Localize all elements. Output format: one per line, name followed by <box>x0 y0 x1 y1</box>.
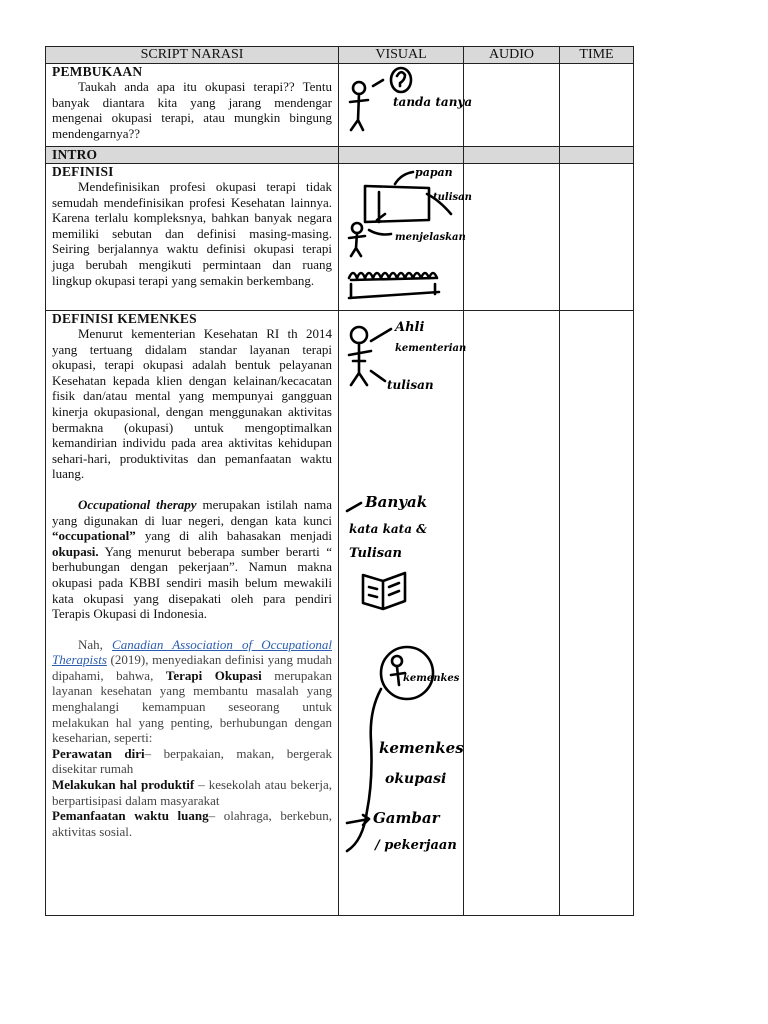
text-span: (2019), menyediakan definisi yang mudah dipahami, bahwa, <box>52 652 332 683</box>
list-item-text: – olahraga, berkebun, aktivitas sosial. <box>52 808 332 839</box>
sketch-note-okupasi: okupasi <box>385 771 447 787</box>
narration-paragraph-3 <box>52 637 332 746</box>
definisi-sketch <box>339 164 472 309</box>
open-book-icon <box>363 573 405 609</box>
section-title: PEMBUKAAN <box>52 64 143 79</box>
keyword-occupational: “occupational” <box>52 528 136 544</box>
kemenkes-sketch <box>339 311 467 871</box>
narration-paragraph-1: Menurut kementerian Kesehatan RI th 2014 yang tertuang didalam standar layanan terapi okupasi, terapi okupasi adalah bentuk pelayanan Kesehatan kepada klien dengan kelainan/kecacatan fisik dan/atau mental yang mempunyai gangguan kinerja okupasional, dengan menggunakan aktivitas bermakna (okupasi) untuk mengoptimalkan kemandirian individu pada area aktivitas kehidupan sehari-hari, produktivitas dan pemanfaatan waktu luang. <box>52 326 332 482</box>
header-time: TIME <box>560 47 634 64</box>
intro-label-cell <box>46 147 339 164</box>
intro-time-cell <box>560 147 634 164</box>
stick-figure-icon <box>349 223 365 256</box>
sketch-note-gambar: Gambar <box>373 809 440 827</box>
stick-figure-icon <box>350 82 368 130</box>
list-item-perawatan <box>52 746 332 777</box>
text-span: merupakan layanan kesehatan yang membantu masalah yang menghalangi kemampuan seseorang untuk melakukan hal yang penting, berhubungan dengan keseharian, seperti: <box>52 667 332 746</box>
narration-text: Mendefinisikan profesi okupasi terapi tidak semudah mendefinisikan profesi Kesehatan lainnya. Karena terlalu kompleksnya, bahkan banyak negara memiliki sebutan dan definisi masing-masing. Seiring berjalannya waktu definisi okupasi terapi juga berubah mengikuti permintaan dan ruang lingkup okupasi terapi yang semakin berkembang. <box>52 179 332 288</box>
caot-link[interactable]: Canadian Association of Occupational Therapists <box>52 636 332 668</box>
sketch-note-pekerjaan: / pekerjaan <box>375 838 457 853</box>
arrow-icon <box>347 503 361 511</box>
section-title: DEFINISI KEMENKES <box>52 311 197 326</box>
arrow-icon <box>369 230 391 235</box>
list-item-label: Melakukan hal produktif <box>52 777 195 793</box>
narration-paragraph-2 <box>52 497 332 622</box>
header-row <box>46 47 634 64</box>
whiteboard-icon <box>365 186 429 222</box>
audio-cell-pembukaan <box>464 64 560 147</box>
occupational-therapy-term: Occupational therapy <box>78 496 197 512</box>
sketch-note-tulisan: tulisan <box>387 378 434 392</box>
script-cell-kemenkes <box>46 311 339 916</box>
list-item-label: Perawatan diri <box>52 745 145 761</box>
list-item-waktu-luang <box>52 808 332 839</box>
sketch-note-tulisan: tulisan <box>433 192 472 203</box>
keyword-okupasi: okupasi. <box>52 543 99 559</box>
header-audio: AUDIO <box>464 47 560 64</box>
sketch-note-kementerian: kementerian <box>395 343 467 354</box>
question-mark-bubble-icon <box>373 68 411 92</box>
intro-visual-cell <box>339 147 464 164</box>
sketch-note-tanda-tanya: tanda tanya <box>393 95 473 109</box>
keyword-terapi-okupasi: Terapi Okupasi <box>165 667 262 683</box>
pembukaan-sketch <box>339 64 473 144</box>
script-cell-pembukaan <box>46 64 339 147</box>
list-item-label: Pemanfaatan waktu luang <box>52 808 209 824</box>
sketch-note-menjelaskan: menjelaskan <box>395 232 466 243</box>
row-intro <box>46 147 634 164</box>
row-pembukaan <box>46 64 634 147</box>
list-item-produktif <box>52 777 332 808</box>
visual-cell-pembukaan <box>339 64 473 147</box>
time-cell-kemenkes <box>560 311 634 916</box>
list-item-text: – kesekolah atau bekerja, berpartisipasi dalam masyarakat <box>52 777 332 808</box>
script-cell-definisi <box>46 164 339 311</box>
arrow-icon <box>347 815 369 825</box>
section-title-intro: INTRO <box>52 147 98 162</box>
expert-figure-icon <box>349 327 371 385</box>
visual-cell-definisi <box>339 164 472 311</box>
section-title: DEFINISI <box>52 164 114 179</box>
sketch-note-ahli: Ahli <box>395 320 425 335</box>
sketch-note-kemenkes: kemenkes <box>403 673 460 684</box>
row-definisi <box>46 164 634 311</box>
sketch-note-papan: papan <box>415 166 453 179</box>
time-cell-pembukaan <box>560 64 634 147</box>
audio-cell-definisi <box>464 164 560 311</box>
crowd-icon <box>349 273 439 298</box>
storyboard-table <box>45 46 634 916</box>
text-span: yang di alih bahasakan menjadi <box>135 528 332 544</box>
sketch-note-kemenkes-2: kemenkes <box>379 739 464 757</box>
row-kemenkes <box>46 311 634 916</box>
arrow-icon <box>395 172 413 184</box>
arrow-icon <box>371 371 385 381</box>
text-span: merupakan istilah nama yang digunakan di luar negeri, dengan kata kunci <box>52 496 332 528</box>
text-span: Yang menurut beberapa sumber berarti “ berhubungan dengan pekerjaan”. Namun makna okupasi pada KBBI sendiri masih belum mewakili kata okupasi yang disepakati oleh para pendiri Terapis Okupasi di Indonesia. <box>52 543 332 622</box>
arrow-icon <box>371 329 391 341</box>
header-visual: VISUAL <box>339 47 464 64</box>
sketch-note-kata-kata: kata kata & <box>349 522 428 536</box>
audio-cell-kemenkes <box>464 311 560 916</box>
text-span: Nah, <box>78 636 113 652</box>
sketch-note-banyak: Banyak <box>365 493 428 511</box>
narration-text: Taukah anda apa itu okupasi terapi?? Tentu banyak diantara kita yang jarang mendengar mengenai okupasi terapi, atau mungkin bingung mendengarnya?? <box>52 79 332 141</box>
sketch-note-tulisan-2: Tulisan <box>349 546 403 561</box>
visual-cell-kemenkes <box>339 311 467 916</box>
intro-audio-cell <box>464 147 560 164</box>
header-script-narasi: SCRIPT NARASI <box>46 47 339 64</box>
time-cell-definisi <box>560 164 634 311</box>
list-item-text: – berpakaian, makan, bergerak disekitar rumah <box>52 745 332 777</box>
